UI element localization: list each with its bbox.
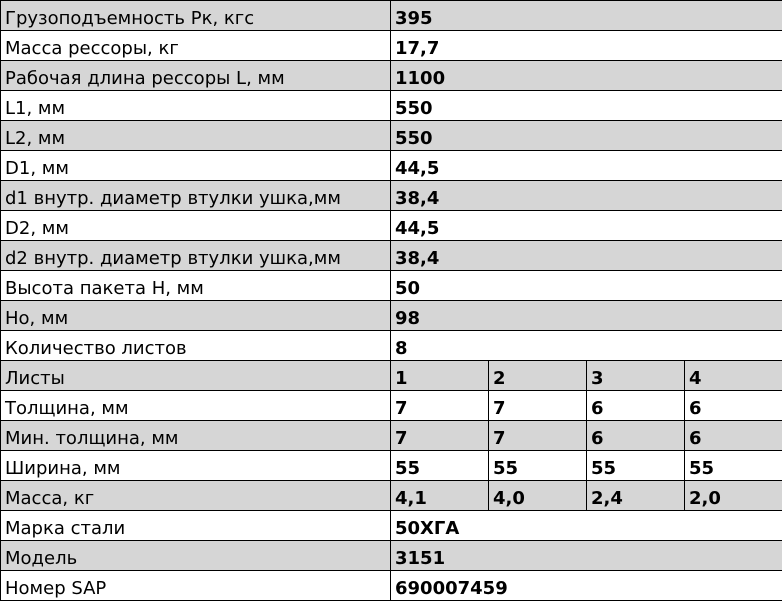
spec-value: 550 (391, 121, 782, 151)
spec-label: Модель (1, 541, 391, 571)
spec-value: 50 (391, 271, 782, 301)
spec-row-pack-height (1, 271, 782, 301)
spec-value: 38,4 (391, 241, 782, 271)
leaf-value: 4,0 (489, 481, 587, 511)
spec-label: Масса рессоры, кг (1, 31, 391, 61)
spec-value: 98 (391, 301, 782, 331)
spec-label: Номер SAP (1, 571, 391, 601)
leaf-row-width (1, 451, 782, 481)
spec-row-model (1, 541, 782, 571)
leaf-value: 6 (587, 421, 685, 451)
leaf-value: 6 (587, 391, 685, 421)
spec-label: L1, мм (1, 91, 391, 121)
spec-label: d1 внутр. диаметр втулки ушка,мм (1, 181, 391, 211)
spec-label: D1, мм (1, 151, 391, 181)
spec-row-d2 (1, 211, 782, 241)
leaf-value: 4,1 (391, 481, 489, 511)
leaf-value: 7 (489, 421, 587, 451)
leaf-label: Мин. толщина, мм (1, 421, 391, 451)
leaf-row-thickness (1, 391, 782, 421)
leaf-value: 55 (391, 451, 489, 481)
spec-label: Марка стали (1, 511, 391, 541)
spec-label: D2, мм (1, 211, 391, 241)
leaf-value: 7 (489, 391, 587, 421)
leaf-value: 1 (391, 361, 489, 391)
spec-row-l2 (1, 121, 782, 151)
spec-value: 395 (391, 1, 782, 31)
leaf-value: 2,4 (587, 481, 685, 511)
leaf-row-mass (1, 481, 782, 511)
leaf-value: 6 (685, 421, 782, 451)
leaf-label: Ширина, мм (1, 451, 391, 481)
leaf-row-numbers (1, 361, 782, 391)
spec-row-load-capacity (1, 1, 782, 31)
leaf-value: 7 (391, 391, 489, 421)
leaf-value: 55 (587, 451, 685, 481)
spec-label: Но, мм (1, 301, 391, 331)
spec-label: Количество листов (1, 331, 391, 361)
spec-label: Рабочая длина рессоры L, мм (1, 61, 391, 91)
leaf-value: 6 (685, 391, 782, 421)
leaf-value: 3 (587, 361, 685, 391)
spec-value: 1100 (391, 61, 782, 91)
spec-row-d1 (1, 151, 782, 181)
leaf-value: 7 (391, 421, 489, 451)
spec-label: d2 внутр. диаметр втулки ушка,мм (1, 241, 391, 271)
spec-row-l1 (1, 91, 782, 121)
leaf-label: Листы (1, 361, 391, 391)
spec-label: L2, мм (1, 121, 391, 151)
leaf-value: 55 (685, 451, 782, 481)
spec-value: 8 (391, 331, 782, 361)
spec-row-d2-inner (1, 241, 782, 271)
leaf-row-min-thickness (1, 421, 782, 451)
leaf-label: Толщина, мм (1, 391, 391, 421)
spec-value: 550 (391, 91, 782, 121)
spec-value: 44,5 (391, 151, 782, 181)
spec-row-spring-mass (1, 31, 782, 61)
spec-row-sap-number (1, 571, 782, 601)
spec-label: Грузоподъемность Рк, кгс (1, 1, 391, 31)
spec-value: 44,5 (391, 211, 782, 241)
leaf-value: 55 (489, 451, 587, 481)
spec-row-leaf-count (1, 331, 782, 361)
spec-row-working-length (1, 61, 782, 91)
spec-value: 17,7 (391, 31, 782, 61)
spec-row-ho (1, 301, 782, 331)
spec-value: 38,4 (391, 181, 782, 211)
spec-row-d1-inner (1, 181, 782, 211)
spec-value: 50ХГА (391, 511, 782, 541)
leaf-value: 2,0 (685, 481, 782, 511)
leaf-label: Масса, кг (1, 481, 391, 511)
spec-value: 3151 (391, 541, 782, 571)
leaf-value: 2 (489, 361, 587, 391)
leaf-value: 4 (685, 361, 782, 391)
spec-row-steel-grade (1, 511, 782, 541)
spec-label: Высота пакета Н, мм (1, 271, 391, 301)
spec-value: 690007459 (391, 571, 782, 601)
